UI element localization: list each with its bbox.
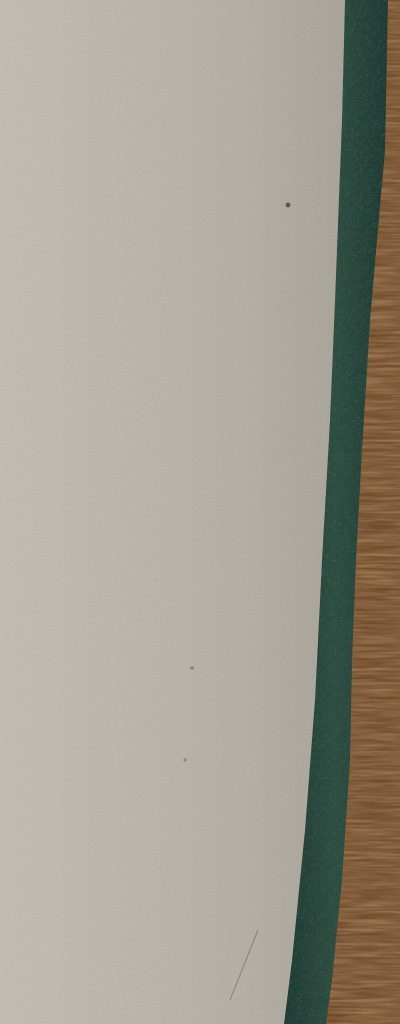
paper-speck <box>190 666 194 670</box>
paper-speck <box>286 203 291 208</box>
paper-speck <box>183 758 186 761</box>
